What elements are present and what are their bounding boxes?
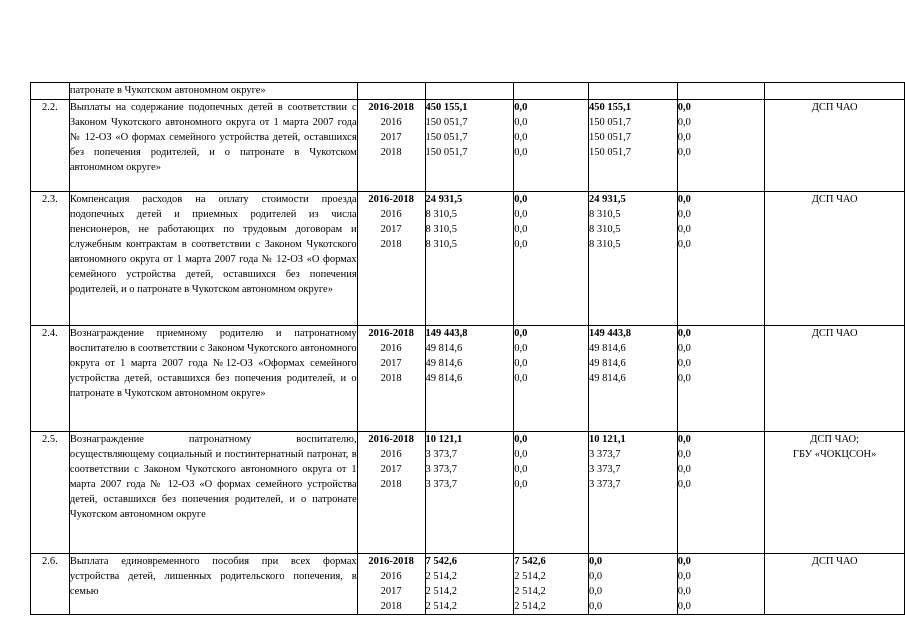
regional-value: 450 155,1 — [588, 102, 631, 113]
years-cell — [357, 326, 425, 432]
other-value: 0,0 — [677, 209, 691, 220]
table-row — [31, 326, 905, 432]
total-value: 7 542,6 — [425, 556, 458, 567]
federal-value: 0,0 — [514, 449, 528, 460]
regional-value: 3 373,7 — [588, 479, 621, 490]
other-cell — [677, 326, 765, 432]
federal-cell — [514, 432, 589, 554]
years-value: 2018 — [380, 239, 402, 250]
total-cell — [425, 554, 514, 615]
regional-value: 0,0 — [588, 586, 603, 597]
table-body — [31, 83, 905, 615]
regional-cell — [588, 326, 677, 432]
responsible-executor — [765, 432, 905, 554]
total-value: 49 814,6 — [425, 343, 463, 354]
years-cell — [357, 554, 425, 615]
total-value: 8 310,5 — [425, 224, 458, 235]
responsible-executor — [765, 100, 905, 192]
responsible-line: ДСП ЧАО — [811, 194, 858, 205]
total-value: 150 051,7 — [425, 132, 468, 143]
total-value: 8 310,5 — [425, 209, 458, 220]
table-row — [31, 100, 905, 192]
responsible-line: ДСП ЧАО; — [810, 434, 860, 445]
other-value: 0,0 — [677, 117, 691, 128]
item-description: Выплата единовременного пособия при всех формах устройства детей, лишенных родительского попечения, в семью — [69, 554, 357, 615]
other-value: 0,0 — [677, 434, 691, 445]
total-value: 2 514,2 — [425, 586, 458, 597]
other-value: 0,0 — [677, 343, 691, 354]
total-cell — [425, 100, 514, 192]
continuation-year-cell — [357, 83, 425, 100]
years-value: 2016 — [380, 343, 402, 354]
regional-value: 0,0 — [588, 601, 603, 612]
other-value: 0,0 — [677, 194, 691, 205]
regional-value: 0,0 — [588, 556, 603, 567]
years-value: 2016-2018 — [368, 102, 414, 113]
total-cell — [425, 432, 514, 554]
total-value: 24 931,5 — [425, 194, 463, 205]
item-number: 2.6. — [31, 554, 70, 615]
regional-value: 0,0 — [588, 571, 603, 582]
federal-value: 0,0 — [514, 343, 528, 354]
federal-value: 0,0 — [514, 194, 528, 205]
federal-value: 2 514,2 — [514, 586, 546, 597]
regional-value: 149 443,8 — [588, 328, 631, 339]
years-value: 2017 — [380, 358, 402, 369]
federal-value: 7 542,6 — [514, 556, 546, 567]
continuation-row — [31, 83, 905, 100]
years-value: 2018 — [380, 601, 402, 612]
regional-value: 8 310,5 — [588, 224, 621, 235]
continuation-regional-cell — [588, 83, 677, 100]
years-value: 2016 — [380, 449, 402, 460]
regional-value: 49 814,6 — [588, 343, 626, 354]
table-row — [31, 192, 905, 326]
table-row — [31, 432, 905, 554]
years-value: 2017 — [380, 132, 402, 143]
regional-value: 3 373,7 — [588, 449, 621, 460]
other-value: 0,0 — [677, 132, 691, 143]
other-value: 0,0 — [677, 464, 691, 475]
other-value: 0,0 — [677, 556, 691, 567]
regional-value: 8 310,5 — [588, 239, 621, 250]
years-value: 2017 — [380, 224, 402, 235]
other-cell — [677, 100, 765, 192]
other-value: 0,0 — [677, 224, 691, 235]
regional-value: 3 373,7 — [588, 464, 621, 475]
responsible-executor — [765, 192, 905, 326]
responsible-executor — [765, 554, 905, 615]
regional-value: 10 121,1 — [588, 434, 626, 445]
years-value: 2016-2018 — [368, 194, 414, 205]
continuation-text: патронате в Чукотском автономном округе» — [69, 83, 357, 100]
federal-cell — [514, 100, 589, 192]
federal-cell — [514, 326, 589, 432]
item-description: Вознаграждение приемному родителю и патронатному воспитателю в соответствии с Законом Чукотского автономного округа от 1 марта 2007 года №12-ОЗ «Оформах семейного устройства детей, оставшихся без попечения родителей, и о патронате в Чукотском автономном округе» — [69, 326, 357, 432]
total-value: 10 121,1 — [425, 434, 463, 445]
years-value: 2018 — [380, 479, 402, 490]
continuation-total-cell — [425, 83, 514, 100]
other-value: 0,0 — [677, 449, 691, 460]
federal-value: 0,0 — [514, 373, 528, 384]
federal-value: 0,0 — [514, 479, 528, 490]
continuation-other-cell — [677, 83, 765, 100]
total-cell — [425, 326, 514, 432]
other-value: 0,0 — [677, 358, 691, 369]
federal-value: 2 514,2 — [514, 571, 546, 582]
regional-cell — [588, 192, 677, 326]
total-value: 450 155,1 — [425, 102, 468, 113]
years-value: 2017 — [380, 464, 402, 475]
regional-value: 49 814,6 — [588, 373, 626, 384]
years-cell — [357, 100, 425, 192]
years-value: 2017 — [380, 586, 402, 597]
years-value: 2018 — [380, 373, 402, 384]
total-value: 3 373,7 — [425, 464, 458, 475]
other-value: 0,0 — [677, 373, 691, 384]
continuation-responsible-cell — [765, 83, 905, 100]
item-number: 2.2. — [31, 100, 70, 192]
total-value: 149 443,8 — [425, 328, 468, 339]
federal-value: 0,0 — [514, 147, 528, 158]
responsible-line: ДСП ЧАО — [811, 328, 858, 339]
other-value: 0,0 — [677, 239, 691, 250]
regional-value: 24 931,5 — [588, 194, 626, 205]
total-value: 3 373,7 — [425, 479, 458, 490]
regional-cell — [588, 100, 677, 192]
regional-value: 150 051,7 — [588, 132, 631, 143]
other-value: 0,0 — [677, 328, 691, 339]
item-number: 2.5. — [31, 432, 70, 554]
other-cell — [677, 554, 765, 615]
other-cell — [677, 192, 765, 326]
total-value: 49 814,6 — [425, 373, 463, 384]
total-value: 2 514,2 — [425, 571, 458, 582]
years-cell — [357, 432, 425, 554]
other-value: 0,0 — [677, 147, 691, 158]
other-value: 0,0 — [677, 479, 691, 490]
total-cell — [425, 192, 514, 326]
regional-cell — [588, 432, 677, 554]
federal-value: 0,0 — [514, 464, 528, 475]
total-value: 49 814,6 — [425, 358, 463, 369]
years-value: 2018 — [380, 147, 402, 158]
regional-value: 8 310,5 — [588, 209, 621, 220]
years-cell — [357, 192, 425, 326]
responsible-line: ДСП ЧАО — [811, 556, 858, 567]
federal-value: 0,0 — [514, 239, 528, 250]
total-value: 3 373,7 — [425, 449, 458, 460]
years-value: 2016 — [380, 209, 402, 220]
years-value: 2016 — [380, 117, 402, 128]
federal-value: 0,0 — [514, 209, 528, 220]
federal-cell — [514, 192, 589, 326]
other-value: 0,0 — [677, 571, 691, 582]
item-number: 2.3. — [31, 192, 70, 326]
federal-value: 0,0 — [514, 117, 528, 128]
federal-value: 2 514,2 — [514, 601, 546, 612]
regional-cell — [588, 554, 677, 615]
table-row — [31, 554, 905, 615]
item-description: Вознаграждение патронатному воспитателю, осуществляющему социальный и постинтернатный патронат, в соответствии с Законом Чукотского автономного округа от 1 марта 2007 года № 12-ОЗ «О формах семейного устройства детей, оставшихся без попечения родителей, и о патронате Чукотском автономном округе — [69, 432, 357, 554]
regional-value: 150 051,7 — [588, 117, 631, 128]
continuation-federal-cell — [514, 83, 589, 100]
other-value: 0,0 — [677, 601, 691, 612]
federal-cell — [514, 554, 589, 615]
years-value: 2016-2018 — [368, 434, 414, 445]
federal-value: 0,0 — [514, 224, 528, 235]
federal-value: 0,0 — [514, 434, 528, 445]
regional-value: 49 814,6 — [588, 358, 626, 369]
responsible-line: ГБУ «ЧОКЦСОН» — [792, 449, 877, 460]
total-value: 150 051,7 — [425, 117, 468, 128]
item-description: Выплаты на содержание подопечных детей в соответствии с Законом Чукотского автономного округа от 1 марта 2007 года № 12-ОЗ «О формах семейного устройства детей, оставшихся без попечения родителей, и о патронате в Чукотском автономном округе» — [69, 100, 357, 192]
total-value: 2 514,2 — [425, 601, 458, 612]
regional-value: 150 051,7 — [588, 147, 631, 158]
program-activities-table — [30, 82, 905, 615]
continuation-number-cell — [31, 83, 70, 100]
years-value: 2016-2018 — [368, 328, 414, 339]
item-number: 2.4. — [31, 326, 70, 432]
years-value: 2016-2018 — [368, 556, 414, 567]
total-value: 8 310,5 — [425, 239, 458, 250]
federal-value: 0,0 — [514, 102, 528, 113]
item-description: Компенсация расходов на оплату стоимости проезда подопечных детей и приемных родителей из числа пенсионеров, не работающих по трудовым договорам и служебным контрактам в соответствии с Законом Чукотского автономного округа от 1 марта 2007 года № 12-ОЗ «О формах семейного устройства детей, оставшихся без попечения родителей, и о патронате в Чукотском автономном округе» — [69, 192, 357, 326]
years-value: 2016 — [380, 571, 402, 582]
federal-value: 0,0 — [514, 328, 528, 339]
other-value: 0,0 — [677, 586, 691, 597]
other-cell — [677, 432, 765, 554]
federal-value: 0,0 — [514, 358, 528, 369]
other-value: 0,0 — [677, 102, 691, 113]
federal-value: 0,0 — [514, 132, 528, 143]
responsible-executor — [765, 326, 905, 432]
total-value: 150 051,7 — [425, 147, 468, 158]
responsible-line: ДСП ЧАО — [811, 102, 858, 113]
